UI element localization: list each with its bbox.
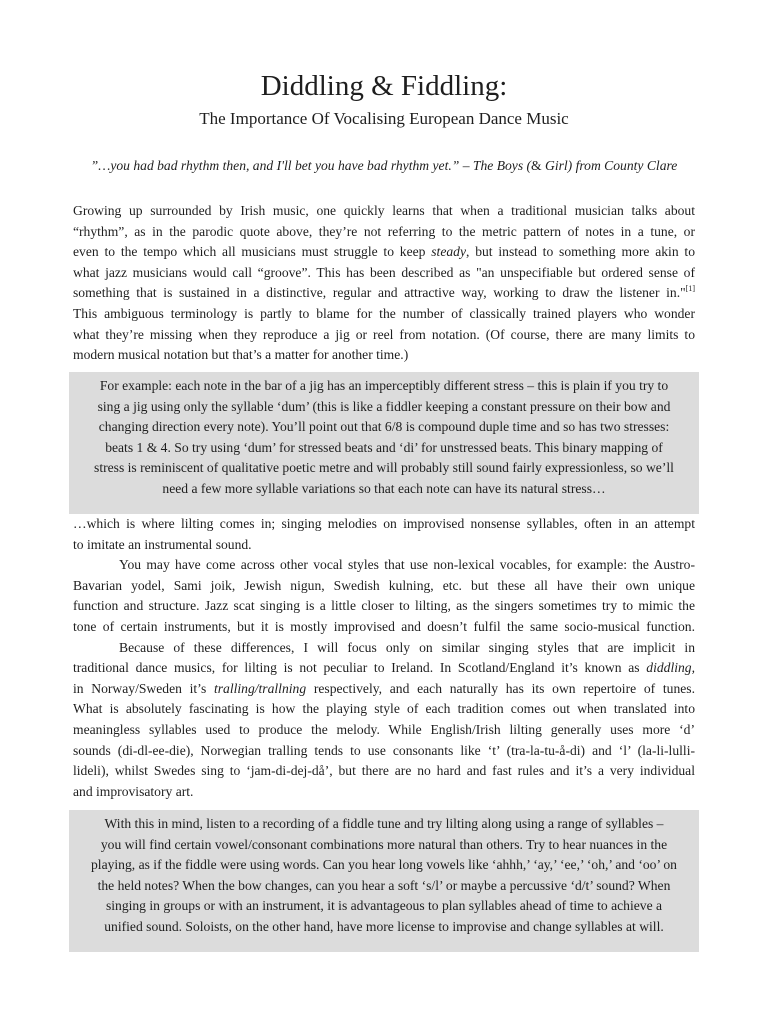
text-line: what they’re missing when they reproduce a jig or reel from notation. (Of course, there are many limits to — [73, 326, 695, 342]
text-span: respectively, and each naturally has its own repertoire of tunes. — [306, 680, 695, 696]
document-subtitle: The Importance Of Vocalising European Dance Music — [199, 109, 569, 128]
text-line: to imitate an instrumental sound. — [73, 536, 252, 552]
epigraph-quote — [0, 156, 768, 176]
callout-line: need a few more syllable variations so that each note can have its natural stress… — [162, 480, 606, 496]
text-span: in Norway/Sweden it’s — [73, 680, 214, 696]
text-line — [73, 679, 695, 700]
text-span: even to the tempo which all musicians must struggle to keep — [73, 244, 432, 260]
document-title: Diddling & Fiddling: — [260, 70, 508, 102]
text-line: and improvisatory art. — [73, 783, 194, 799]
epigraph-attribution: Girl) from County Clare — [541, 158, 678, 173]
text-span: traditional dance musics, for lilting is not peculiar to Ireland. In Scotland/England it’s known as — [73, 660, 647, 676]
callout-line: stress is reminiscent of qualitative poetic metre and will probably still sound fairly expressionless, so we’ll — [94, 460, 674, 476]
emphasis: tralling/trallning — [213, 680, 307, 696]
example-callout-box — [69, 372, 699, 514]
text-line: meaningless syllables used to produce the melody. While English/Irish lilting generally uses more ‘d’ — [73, 721, 695, 737]
epigraph-text: ”…you had bad rhythm then, and I'll bet you have bad rhythm yet.” – The Boys ( — [90, 158, 532, 173]
callout-line: you will find certain vowel/consonant combinations more natural than others. Try to hear nuances in the — [100, 836, 668, 852]
text-line: sounds (di-dl-ee-die), Norwegian tralling tends to use consonants like ‘t’ (tra-la-tu-å-di) and ‘l’ (la-li-lulli- — [73, 742, 695, 758]
text-line: …which is where lilting comes in; singing melodies on improvised nonsense syllables, often in an attempt — [73, 516, 695, 531]
callout-line: With this in mind, listen to a recording of a fiddle tune and try lilting along using a range of syllables – — [104, 816, 664, 831]
text-line: This ambiguous terminology is partly to blame for the number of classically trained players who wonder — [73, 305, 695, 321]
text-line: Growing up surrounded by Irish music, one quickly learns that when a traditional musician talks about — [73, 203, 695, 218]
text-line — [73, 242, 695, 263]
emphasis: diddling, — [646, 660, 695, 676]
text-line: modern musical notation but that’s a matter for another time.) — [73, 347, 409, 363]
text-line: “rhythm”, as in the parodic quote above, they’re not referring to the metric pattern of notes in a tune, or — [73, 223, 695, 239]
text-span: , but instead to something more akin to — [466, 244, 695, 260]
text-line: lideli), whilst Swedes sing to ‘jam-di-dej-då’, but there are no hard and fast rules and it’s a very individual — [73, 763, 695, 779]
text-line: Because of these differences, I will focus only on similar singing styles that are implicit in — [119, 639, 695, 655]
text-line: what jazz musicians would call “groove”. This has been described as "an unspecifiable but ordered sense of — [73, 264, 695, 280]
emphasis: steady — [431, 244, 466, 260]
text-span: something that is sustained in a distinctive, regular and attractive way, working to draw the listener in." — [73, 285, 686, 301]
intro-paragraph — [73, 201, 695, 366]
text-line — [73, 658, 695, 679]
text-line: You may have come across other vocal styles that use non-lexical vocables, for example: the Austro- — [119, 557, 695, 573]
footnote-reference[interactable]: [1] — [685, 284, 695, 294]
callout-line: unified sound. Soloists, on the other hand, have more license to improvise and change syllables at will. — [104, 918, 664, 934]
text-line: function and structure. Jazz scat singing is a little closer to lilting, as the singers sometimes try to mimic the — [73, 598, 695, 614]
callout-line: singing in groups or with an instrument, it is advantageous to plan syllables ahead of time to achieve a — [105, 898, 663, 914]
lilting-paragraphs — [73, 514, 695, 802]
text-line: What is absolutely fascinating is how the playing style of each tradition comes out when translated into — [73, 701, 695, 717]
epigraph-ampersand: & — [531, 158, 542, 173]
text-line — [73, 283, 695, 304]
callout-line: For example: each note in the bar of a jig has an imperceptibly different stress – this is plain if you try to — [99, 378, 669, 393]
callout-line: beats 1 & 4. So try using ‘dum’ for stressed beats and ‘di’ for unstressed beats. This binary mapping of — [105, 439, 663, 455]
callout-line: the held notes? When the bow changes, can you hear a soft ‘s/l’ or maybe a percussive ‘d/t’ sound? When — [97, 877, 671, 893]
text-line: Bavarian yodel, Sami joik, Jewish nigun, Swedish kulning, etc. but these all have their own unique — [73, 577, 695, 593]
callout-line: changing direction every note). You’ll point out that 6/8 is compound duple time and so has two stresses: — [98, 419, 670, 435]
text-line: tone of certain instruments, but it is mostly improvised and doesn’t fulfil the same socio-musical function. — [73, 618, 695, 634]
callout-line: sing a jig using only the syllable ‘dum’ (this is like a fiddler keeping a constant pressure on their bow and — [97, 398, 671, 414]
callout-line: playing, as if the fiddle were using words. Can you hear long vowels like ‘ahhh,’ ‘ay,’ ‘ee,’ ‘oh,’ and ‘oo’ on — [91, 857, 677, 873]
instruction-callout-box — [69, 810, 699, 952]
